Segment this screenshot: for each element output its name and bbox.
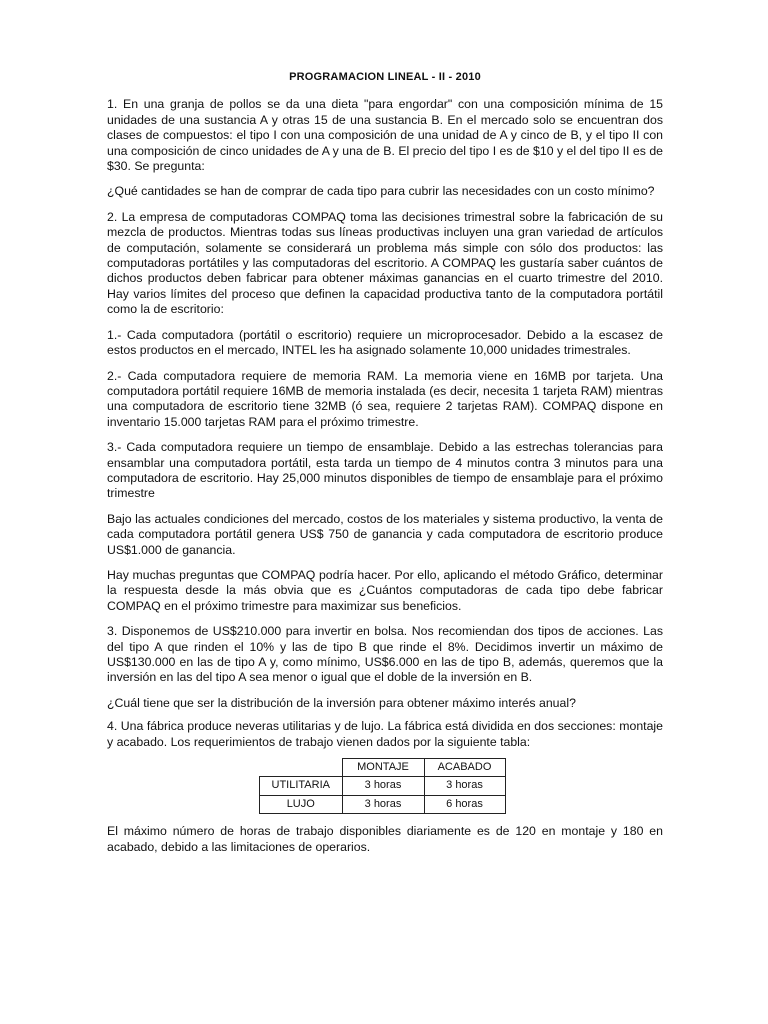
- problem-2-constraint-2: 2.- Cada computadora requiere de memoria RAM. La memoria viene en 16MB por tarjeta. Una computadora portátil requiere 16MB de memoria instalada (es decir, necesita 1 tarjeta RAM) mientras una computadora de escritorio tiene 32MB (ó sea, requiere 2 tarjetas RAM). COMPAQ dispone en inventario 15.000 tarjetas RAM para el próximo trimestre.: [107, 368, 663, 429]
- table-row: [260, 777, 506, 795]
- table-header-acabado: ACABADO: [424, 759, 505, 777]
- table-header-montaje: MONTAJE: [342, 759, 424, 777]
- problem-3-question: ¿Cuál tiene que ser la distribución de la inversión para obtener máximo interés anual?: [107, 695, 576, 710]
- table-row: [260, 795, 506, 813]
- table-cell: 3 horas: [342, 777, 424, 795]
- problem-4-statement: 4. Una fábrica produce neveras utilitarias y de lujo. La fábrica está dividida en dos secciones: montaje y acabado. Los requerimientos de trabajo vienen dados por la siguiente tabla:: [107, 719, 663, 749]
- requirements-table-wrapper: [259, 758, 663, 814]
- problem-1-statement: 1. En una granja de pollos se da una dieta "para engordar" con una composición mínima de 15 unidades de una sustancia A y otras 15 de una sustancia B. En el mercado solo se encuentran dos clases de compuestos: el tipo I con una composición de una unidad de A y cinco de B, y el tipo II con una composición de cinco unidades de A y una de B. El precio del tipo I es de $10 y el del tipo II es de $30. Se pregunta:: [107, 97, 663, 174]
- table-row-label: LUJO: [260, 795, 343, 813]
- table-cell: 3 horas: [424, 777, 505, 795]
- problem-1-question: ¿Qué cantidades se han de comprar de cada tipo para cubrir las necesidades con un costo mínimo?: [107, 184, 655, 199]
- table-cell: 6 horas: [424, 795, 505, 813]
- document-title: PROGRAMACION LINEAL - II - 2010: [289, 71, 481, 83]
- table-corner-cell: [260, 759, 343, 777]
- problem-4-limits: El máximo número de horas de trabajo disponibles diariamente es de 120 en montaje y 180 en acabado, debido a las limitaciones de operarios.: [107, 824, 663, 854]
- table-cell: 3 horas: [342, 795, 424, 813]
- table-row-label: UTILITARIA: [260, 777, 343, 795]
- problem-2-question: Hay muchas preguntas que COMPAQ podría hacer. Por ello, aplicando el método Gráfico, determinar la respuesta desde la más obvia que es ¿Cuántos computadoras de cada tipo debe fabricar COMPAQ en el próximo trimestre para maximizar sus beneficios.: [107, 567, 663, 613]
- document-page: [107, 70, 663, 865]
- problem-2-profit: Bajo las actuales condiciones del mercado, costos de los materiales y sistema productivo, la venta de cada computadora portátil genera US$ 750 de ganancia y cada computadora de escritorio produce US$1.000 de ganancia.: [107, 511, 663, 557]
- requirements-table: [259, 758, 506, 814]
- problem-3-statement: 3. Disponemos de US$210.000 para invertir en bolsa. Nos recomiendan dos tipos de acciones. Las del tipo A que rinden el 10% y las de tipo B que rinde el 8%. Decidimos invertir un máximo de US$130.000 en las de tipo A y, como mínimo, US$6.000 en las de tipo B, además, queremos que la inversión en las del tipo A sea menor o igual que el doble de la inversión en B.: [107, 624, 663, 685]
- problem-2-statement: 2. La empresa de computadoras COMPAQ toma las decisiones trimestral sobre la fabricación de su mezcla de productos. Mientras todas sus líneas productivas incluyen una gran variedad de artículos de computación, solamente se considerará un problema más simple con sólo dos productos: las computadoras portátiles y las computadoras del escritorio. A COMPAQ les gustaría saber cuántos de dichos productos deben fabricar para obtener máximas ganancias en el cuarto trimestre del 2010. Hay varios límites del proceso que definen la capacidad productiva tanto de la computadora portátil como la de escritorio:: [107, 209, 663, 317]
- problem-2-constraint-1: 1.- Cada computadora (portátil o escritorio) requiere un microprocesador. Debido a la escasez de estos productos en el mercado, INTEL les ha asignado solamente 10,000 unidades trimestrales.: [107, 327, 663, 358]
- problem-2-constraint-3: 3.- Cada computadora requiere un tiempo de ensamblaje. Debido a las estrechas tolerancias para ensamblar una computadora portátil, esta tarda un tiempo de 4 minutos contra 3 minutos para una computadora de escritorio. Hay 25,000 minutos disponibles de tiempo de ensamblaje para el próximo trimestre: [107, 440, 663, 501]
- table-header-row: [260, 759, 506, 777]
